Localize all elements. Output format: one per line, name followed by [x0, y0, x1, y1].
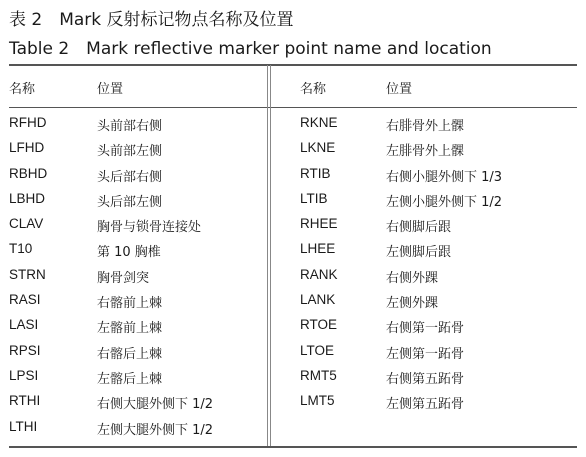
table-top-rule	[9, 64, 577, 66]
marker-code: RFHD	[9, 115, 47, 130]
marker-code: RBHD	[9, 165, 48, 181]
marker-code: T10	[9, 241, 33, 257]
marker-location: 左侧外踝	[386, 296, 439, 312]
marker-code: LASI	[9, 317, 39, 333]
column-header-name: 名称	[9, 82, 36, 97]
marker-location: 右侧第一跖骨	[386, 321, 465, 337]
marker-code: RTOE	[300, 317, 338, 333]
marker-code: RMT5	[300, 367, 337, 383]
marker-location: 右侧大腿外侧下 1/2	[97, 397, 214, 413]
marker-location: 右侧外踝	[386, 270, 439, 286]
column-group-divider	[267, 65, 271, 446]
marker-location: 左侧第一跖骨	[386, 346, 465, 362]
table-title-english: Table 2 Mark reflective marker point name and location	[9, 39, 492, 59]
marker-code: LTIB	[300, 190, 328, 206]
marker-location: 胸骨剑突	[97, 270, 150, 286]
marker-code: LPSI	[9, 367, 39, 383]
table-left-half	[9, 78, 265, 438]
marker-location: 左侧脚后跟	[386, 245, 452, 261]
marker-code: LTOE	[300, 342, 335, 358]
marker-code: LMT5	[300, 393, 335, 409]
marker-location: 左侧大腿外侧下 1/2	[97, 422, 214, 438]
table-header-row	[9, 78, 265, 100]
marker-location: 头前部右侧	[97, 119, 163, 134]
column-header-location: 位置	[97, 82, 124, 97]
marker-code: RHEE	[300, 216, 338, 232]
marker-code: RTHI	[9, 393, 41, 409]
marker-code: LKNE	[300, 140, 336, 156]
marker-code: LHEE	[300, 241, 336, 257]
marker-code: RASI	[9, 292, 41, 308]
marker-location: 右腓骨外上髁	[386, 119, 465, 134]
marker-code: RTIB	[300, 165, 331, 181]
marker-code: LBHD	[9, 190, 46, 206]
marker-location: 右侧小腿外侧下 1/3	[386, 169, 503, 185]
marker-code: RANK	[300, 266, 338, 282]
marker-location: 左髂前上棘	[97, 321, 163, 337]
marker-code: RPSI	[9, 342, 41, 358]
marker-code: CLAV	[9, 216, 44, 232]
table-right-half	[300, 78, 577, 413]
table-title-chinese: 表 2 Mark 反射标记物点名称及位置	[9, 10, 294, 30]
marker-location: 第 10 胸椎	[97, 245, 161, 261]
marker-code: STRN	[9, 266, 46, 282]
marker-location: 头前部左侧	[97, 144, 163, 160]
column-header-location: 位置	[386, 82, 413, 97]
column-header-name: 名称	[300, 82, 327, 97]
table-bottom-rule	[9, 446, 577, 448]
marker-code: LFHD	[9, 140, 45, 156]
marker-location: 右侧脚后跟	[386, 220, 452, 236]
marker-location: 右髂前上棘	[97, 296, 163, 312]
marker-code: LTHI	[9, 418, 38, 434]
marker-location: 左侧小腿外侧下 1/2	[386, 194, 503, 210]
marker-location: 胸骨与锁骨连接处	[97, 220, 202, 236]
table-header-rule	[9, 107, 577, 108]
marker-code: RKNE	[300, 115, 338, 130]
marker-location: 左髂后上棘	[97, 371, 163, 387]
marker-location: 头后部左侧	[97, 194, 163, 210]
marker-location: 右髂后上棘	[97, 346, 163, 362]
marker-location: 头后部右侧	[97, 169, 163, 185]
table-header-row	[300, 78, 577, 100]
marker-location: 左腓骨外上髁	[386, 144, 465, 160]
marker-location: 右侧第五跖骨	[386, 371, 465, 387]
marker-code: LANK	[300, 292, 336, 308]
marker-location: 左侧第五跖骨	[386, 397, 465, 413]
